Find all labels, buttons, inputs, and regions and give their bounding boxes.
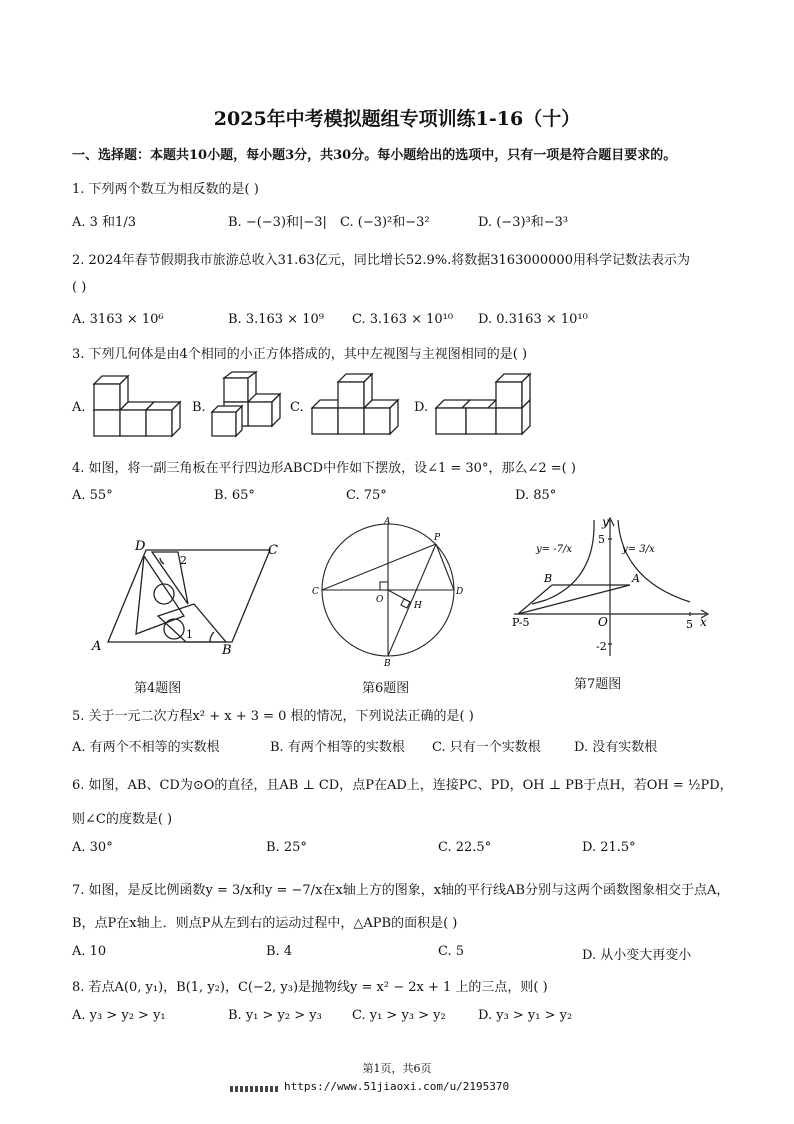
question-5-stem: 5. 关于一元二次方程x² + x + 3 = 0 根的情况，下列说法正确的是( ) (72, 709, 474, 724)
question-4-option-b: B. 65° (214, 488, 255, 503)
question-4-option-c: C. 75° (346, 488, 387, 503)
question-8-option-a: A. y₃ > y₂ > y₁ (72, 1008, 166, 1023)
fig6-label-o: O (376, 595, 384, 605)
question-3-option-d: D. (414, 400, 429, 415)
question-7-option-b: B. 4 (266, 944, 293, 959)
page-footer: 第1页，共6页 (362, 1062, 432, 1075)
fig7-label-x: x (700, 615, 707, 629)
figure-4-caption: 第4题图 (134, 681, 182, 696)
fig7-label-5y: 5 (598, 533, 605, 546)
question-2-option-a: A. 3163 × 10⁶ (72, 312, 164, 327)
figure-6 (308, 514, 472, 666)
fig7-label-func2: y= 3/x (622, 544, 655, 555)
question-2-option-d: D. 0.3163 × 10¹⁰ (478, 312, 588, 327)
figure-7-caption: 第7题图 (574, 677, 622, 692)
question-2-option-c: C. 3.163 × 10¹⁰ (352, 312, 454, 327)
question-3-option-c: C. (290, 400, 304, 415)
question-3-option-b: B. (192, 400, 206, 415)
question-1-option-c: C. (−3)²和−3² (340, 215, 430, 230)
question-2-option-b: B. 3.163 × 10⁹ (228, 312, 324, 327)
question-3-stem: 3. 下列几何体是由4个相同的小正方体搭成的，其中左视图与主视图相同的是( ) (72, 347, 528, 362)
fig6-label-p: P (434, 533, 441, 543)
question-4-option-d: D. 85° (515, 488, 557, 503)
question-1-option-d: D. (−3)³和−3³ (478, 215, 569, 230)
fig6-label-b: B (384, 659, 391, 666)
question-1-option-b: B. −(−3)和|−3| (228, 215, 327, 230)
question-1-option-a: A. 3 和1/3 (72, 215, 136, 230)
question-6-stem: 6. 如图，AB、CD为⊙O的直径，且AB ⊥ CD，点P在AD上，连接PC、PD，OH ⊥ PB于点H，若OH = ½PD， (72, 778, 733, 793)
question-2-stem-cont: ( ) (72, 280, 87, 295)
question-5-option-b: B. 有两个相等的实数根 (270, 740, 405, 755)
fig6-label-a: A (384, 517, 391, 527)
question-8-option-b: B. y₁ > y₂ > y₃ (228, 1008, 322, 1023)
watermark-url: https://www.51jiaoxi.com/u/2195370 (284, 1080, 510, 1093)
question-6-stem-cont: 则∠C的度数是( ) (72, 812, 173, 827)
cube-figure-a (88, 372, 192, 442)
question-1-stem: 1. 下列两个数互为相反数的是( ) (72, 182, 259, 197)
fig4-label-b: B (222, 643, 232, 658)
fig4-label-c: C (268, 543, 278, 558)
question-8-option-c: C. y₁ > y₃ > y₂ (352, 1008, 446, 1023)
fig7-label-func1: y= -7/x (536, 544, 572, 555)
question-7-stem-cont: B，点P在x轴上．则点P从左到右的运动过程中，△APB的面积是( ) (72, 916, 458, 931)
question-5-option-a: A. 有两个不相等的实数根 (72, 740, 220, 755)
question-3-option-a: A. (72, 400, 86, 415)
fig4-label-angle2: 2 (180, 554, 187, 567)
fig6-label-c: C (312, 587, 319, 597)
fig6-label-d: D (456, 587, 464, 597)
fig4-label-angle1: 1 (186, 628, 193, 641)
question-4-stem: 4. 如图，将一副三角板在平行四边形ABCD中作如下摆放，设∠1 = 30°，那么∠2 =( ) (72, 461, 576, 476)
fig7-label-o: O (598, 615, 608, 629)
cube-figure-b (206, 370, 286, 442)
cube-figure-d (430, 370, 542, 442)
page-title: 2025年中考模拟题组专项训练1-16（十） (213, 108, 581, 130)
question-5-option-d: D. 没有实数根 (574, 740, 658, 755)
question-8-option-d: D. y₃ > y₁ > y₂ (478, 1008, 573, 1023)
fig4-label-a: A (92, 639, 102, 654)
question-6-option-a: A. 30° (72, 840, 113, 855)
question-7-option-d: D. 从小变大再变小 (582, 948, 692, 963)
question-5-option-c: C. 只有一个实数根 (432, 740, 541, 755)
fig7-label-p: P-5 (512, 616, 530, 629)
question-7-stem: 7. 如图，是反比例函数y = 3/x和y = −7/x在x轴上方的图象，x轴的平行线AB分别与这两个函数图象相交于点A， (72, 883, 730, 898)
figure-4 (88, 530, 298, 660)
fig7-label-b: B (544, 572, 553, 585)
cube-figure-c (306, 370, 412, 442)
question-4-option-a: A. 55° (72, 488, 113, 503)
question-6-option-b: B. 25° (266, 840, 307, 855)
fig6-label-h: H (414, 601, 422, 611)
fig4-label-d: D (135, 539, 146, 554)
question-8-stem: 8. 若点A(0, y₁)，B(1, y₂)，C(−2, y₃)是抛物线y = x² − 2x + 1 上的三点，则( ) (72, 980, 548, 995)
section-heading: 一、选择题：本题共10小题，每小题3分，共30分。每小题给出的选项中，只有一项是符合题目要求的。 (72, 148, 677, 163)
fig7-label-y: y (602, 515, 609, 529)
fig7-label-5x: 5 (686, 618, 693, 631)
question-2-stem: 2. 2024年春节假期我市旅游总收入31.63亿元，同比增长52.9%.将数据3163000000用科学记数法表示为 (72, 253, 690, 268)
watermark-logo (230, 1086, 278, 1092)
fig7-label-a: A (632, 572, 640, 585)
question-6-option-d: D. 21.5° (582, 840, 636, 855)
question-7-option-a: A. 10 (72, 944, 107, 959)
question-7-option-c: C. 5 (438, 944, 465, 959)
figure-6-caption: 第6题图 (362, 681, 410, 696)
question-6-option-c: C. 22.5° (438, 840, 492, 855)
figure-7 (506, 510, 716, 660)
fig7-label-neg2: -2 (596, 640, 607, 653)
